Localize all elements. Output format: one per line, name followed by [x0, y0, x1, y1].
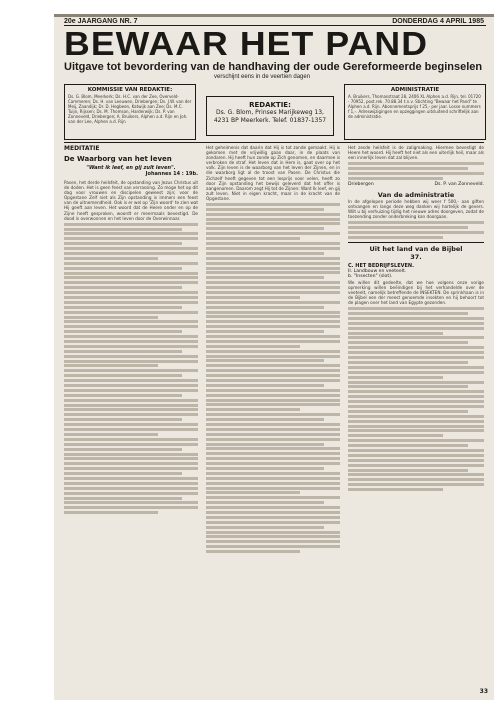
article-body-continued [348, 307, 484, 491]
section-meditatie: MEDITATIE [64, 145, 100, 152]
newspaper-page [54, 14, 494, 700]
signoff-place: Driebergen [348, 181, 374, 187]
signoff [348, 182, 484, 187]
redactie-phone: 4231 BP Meerkerk. Telef. 01837-1357 [213, 117, 327, 124]
article-subsection: II. Landbouw en veeteelt. [348, 268, 407, 274]
masthead-subtitle: Uitgave tot bevordering van de handhaving der oude Gereformeerde beginselen [64, 61, 483, 73]
signoff-name: Ds. P. van Zonneveld. [434, 181, 484, 187]
middle-column [206, 145, 340, 555]
administratie-box [344, 84, 486, 140]
commissie-body: Ds. G. Blom, Meerkerk; Ds. H.C. van der Zee, Overveld-Cammeren; Ds. H. van Leeuwen, Driebergen; Ds. J.W. van der Meij, Zaandijk; Dr. D. Hegbeen, Katwijk aan Zee; Ds. M.C. Tuijn, Rijssen; Ds. M. Thomson, Harderwijk; Ds. P. van Zonneveld, Driebergen; A. Bruikers, Alphen a.d. Rijn en Joh. van der Lee, Alphen a.d. Rijn [68, 94, 192, 124]
meditation-body: Pasen, het derde heilsfeit, de opstanding van Jezus Christus uit de doden. Het is geen feest van verrassing. Zo moge het op dit dag voor vrouwen en discipelen geweest zijn; voor de Opgestane Zelf niet als Zijn opstanding is immers een feest van de uitnemendheid. Ook is er wel op 'Zijn woord' te zien wat Hij geeft aan leven. Het woord dat de Heere onder en op de Zijne heeft gesproken, woordt er meermaals bevestigd. De dood is overwonnen en het leven door de Overwinnaar. [64, 180, 198, 221]
administratie-title: ADMINISTRATIE [390, 87, 440, 93]
right-column [348, 145, 484, 493]
article-number: 37. [410, 252, 422, 261]
left-column [64, 145, 198, 516]
redactie-title: REDAKTIE: [249, 101, 291, 109]
admin-body: In de afgelopen periode hebben wij weer f 500,- aan giften ontvangen en langs deze weg danken wij hartelijk de gevers. Wilt u bij verhuizing tijdig het nieuwe adres doorgeven, zodat de toezending zonder onderbreking kan doorgaan. [348, 198, 484, 220]
redactie-box [206, 96, 334, 136]
article-body: We willen dit gedeelte, dat we hoe volgens onze vorige opmerking willen beëindigen bij het verhandelde over de veeteelt, namelijk betreffende de INSEKTEN. De sprinkhaan is in de Bijbel een der meest genoemde insekten en hij behoort tot de plagen over het land van Egypte gezonden. [348, 279, 484, 306]
redactie-address: Ds. G. Blom, Prinses Marijkeweg 13, [216, 109, 324, 116]
meditation-reference: Johannes 14 : 19b. [145, 171, 198, 177]
intro-body: Het zesde heilsfeit is de zaligmaking. Hiermee bevestigt de Heere het woord. Hij heeft het niet als een uiterlijk heil, maar als een innerlijk leven dat zal blijven. [348, 145, 484, 161]
article-headline: Uit het land van de Bijbel [369, 244, 463, 253]
masthead-tagline: verschijnt eens in de veertien dagen [214, 74, 311, 80]
section-rule [64, 142, 484, 143]
article-section: C. HET BEDRIJFSLEVEN. [348, 262, 414, 269]
admin-headline: Van de administratie [377, 190, 455, 199]
page-edge [54, 14, 494, 17]
middle-column-body: Het geheimenis dat daarin dat Hij is tot zonde gemaakt. Hij is gekomen met de vrijwillig gaan daar, in de plaats van zondaren. Hij heeft hun zonde op Zich genomen, en daarmee is verbroken de straf. Het leven dat in Hem is, gaat over op het volk. Zijn leven is de waarborg van het leven der Zijnen, en in die waarborg ligt al de troost van Pasen. De Christus die Zichzelf heeft gegeven tot een losprijs voor velen, heeft zo door Zijn opstanding het bewijs geleverd dat het offer is aangenomen. Daarom zegt Hij tot de Zijnen: Want Ik leef, en gij zult leven. Niet in eigen kracht, maar in de kracht van de Opgestane. [206, 145, 340, 201]
meditation-body-continued [64, 223, 198, 515]
middle-column-continued [206, 203, 340, 553]
commissie-title: KOMMISSIE VAN REDAKTIE: [87, 87, 173, 93]
article-subsubsection: b. "Insecten" (slot). [348, 273, 393, 279]
volume-label: 20e JAARGANG NR. 7 [64, 18, 138, 25]
issue-date: DONDERDAG 4 APRIL 1985 [392, 18, 484, 25]
meditation-headline: De Waarborg van het leven [64, 155, 172, 163]
article-rule [348, 242, 484, 243]
masthead-title: BEWAAR HET PAND [64, 25, 429, 62]
meditation-quote: "Want ik leef, en gij zult leven". [86, 165, 176, 171]
commissie-box [64, 84, 196, 140]
page-number: 33 [479, 688, 488, 695]
administratie-body: A. Bruikers, Thomasstraat 28, 2406 XL Alphen a.d. Rijn, tel. 01720 - 70952, post.rek. 70.88.34 t.n.v. Stichting "Bewaar het Pand" te Alphen a.d. Rijn. Abonnementsprijs f 25,- per jaar. Losse nummers f 1,-. Adreswijzigingen en opzeggingen uitsluitend schriftelijk aan de administratie. [348, 94, 481, 119]
